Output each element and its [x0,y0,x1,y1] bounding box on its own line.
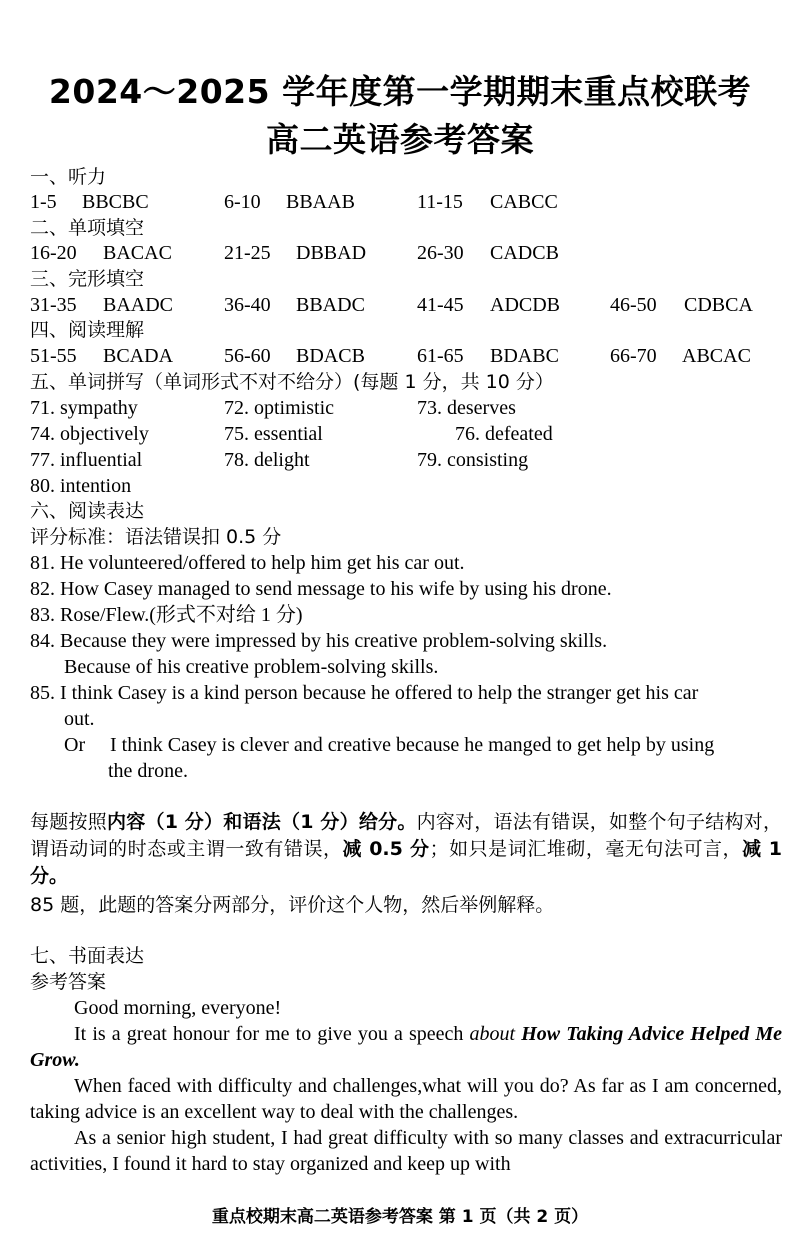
scoring-bold: 减 1 分。 [30,838,782,887]
scoring-bold: 内容（1 分）和语法（1 分）给分。 [106,811,417,833]
answer-85: 85. I think Casey is a kind person because he offered to help the stranger get his car [30,682,699,704]
answer-84: 84. Because they were impressed by his creative problem-solving skills. [30,630,608,652]
essay-italic: about [469,1023,516,1045]
answer-range: 46-50 [610,294,657,316]
answer-81: 81. He volunteered/offered to help him get his car out. [30,552,465,574]
answer-letters: BBCBC [82,191,149,213]
answer-range: 1-5 [30,191,57,213]
spelling-answer: 72. optimistic [224,397,334,419]
answer-range: 26-30 [417,242,464,264]
scoring-note [30,809,782,890]
reference-answer-label: 参考答案 [30,971,107,993]
answer-84-alt: Because of his creative problem-solving skills. [64,656,439,678]
scoring-text: 每题按照 [30,811,107,833]
section-heading-cloze: 三、完形填空 [30,268,145,290]
answer-range: 21-25 [224,242,271,264]
essay-paragraph: As a senior high student, I had great difficulty with so many classes and extracurricular activities, I found it hard to stay organized and keep up with [30,1127,782,1175]
answer-range: 31-35 [30,294,77,316]
section-heading-listening: 一、听力 [30,166,107,188]
spelling-answer: 74. objectively [30,423,149,445]
section-heading-single-choice: 二、单项填空 [30,217,145,239]
section-heading-writing: 七、书面表达 [30,945,145,967]
answer-letters: BDABC [490,345,559,367]
answer-83: 83. Rose/Flew.(形式不对给 1 分) [30,604,303,626]
spelling-answer: 78. delight [224,449,310,471]
answer-82: 82. How Casey managed to send message to his wife by using his drone. [30,578,612,600]
answer-range: 6-10 [224,191,261,213]
essay-paragraph: When faced with difficulty and challenges,what will you do? As far as I am concerned, taking advice is an excellent way to deal with the challenges. [30,1075,782,1123]
section-heading-reading: 四、阅读理解 [30,319,145,341]
spelling-answer: 75. essential [224,423,323,445]
answer-letters: CDBCA [684,294,753,316]
spelling-answer: 80. intention [30,475,132,497]
answer-letters: BAADC [103,294,174,316]
page-subtitle: 高二英语参考答案 [266,120,534,159]
essay-title: How Taking Advice Helped Me Grow. [30,1023,782,1071]
answer-range: 66-70 [610,345,657,367]
scoring-criteria: 评分标准：语法错误扣 0.5 分 [30,526,282,548]
scoring-text: ；如只是词汇堆砌，毫无句法可言， [429,838,743,860]
answer-85-cont: out. [64,708,95,730]
answer-letters: ABCAC [682,345,751,367]
answer-letters: CADCB [490,242,559,264]
answer-letters: CABCC [490,191,558,213]
answer-85-alt: I think Casey is clever and creative because he manged to get help by using [110,734,715,756]
essay-greeting: Good morning, everyone! [74,997,282,1019]
spelling-answer: 76. defeated [455,423,553,445]
answer-letters: DBBAD [296,242,367,264]
spelling-answer: 71. sympathy [30,397,138,419]
scoring-note-85: 85 题，此题的答案分两部分，评价这个人物，然后举例解释。 [30,894,555,916]
answer-range: 51-55 [30,345,77,367]
answer-range: 56-60 [224,345,271,367]
answer-range: 11-15 [417,191,463,213]
answer-letters: BDACB [296,345,365,367]
scoring-text: 内容对，语法有错误，如整个句子结构对，谓语动词的时态或主谓一致有错误， [30,811,782,860]
answer-letters: BBADC [296,294,365,316]
page-title: 2024～2025 学年度第一学期期末重点校联考 [48,72,752,111]
spelling-answer: 79. consisting [417,449,529,471]
answer-range: 16-20 [30,242,77,264]
answer-letters: BACAC [103,242,172,264]
essay-text: It is a great honour for me to give you a speech [74,1023,470,1045]
section-heading-spelling: 五、单词拼写（单词形式不对不给分）(每题 1 分，共 10 分） [30,371,554,393]
answer-letters: BCADA [103,345,174,367]
answer-range: 36-40 [224,294,271,316]
spelling-answer: 73. deserves [417,397,516,419]
spelling-answer: 77. influential [30,449,143,471]
answer-85-or: Or [64,734,86,756]
answer-range: 61-65 [417,345,464,367]
essay-paragraph [30,1021,782,1073]
scoring-bold: 减 0.5 分 [342,838,430,860]
section-heading-reading-expression: 六、阅读表达 [30,500,145,522]
answer-85-alt-cont: the drone. [108,760,188,782]
answer-range: 41-45 [417,294,464,316]
page-footer: 重点校期末高二英语参考答案 第 1 页（共 2 页） [211,1207,589,1227]
answer-letters: ADCDB [490,294,561,316]
answer-letters: BBAAB [286,191,355,213]
